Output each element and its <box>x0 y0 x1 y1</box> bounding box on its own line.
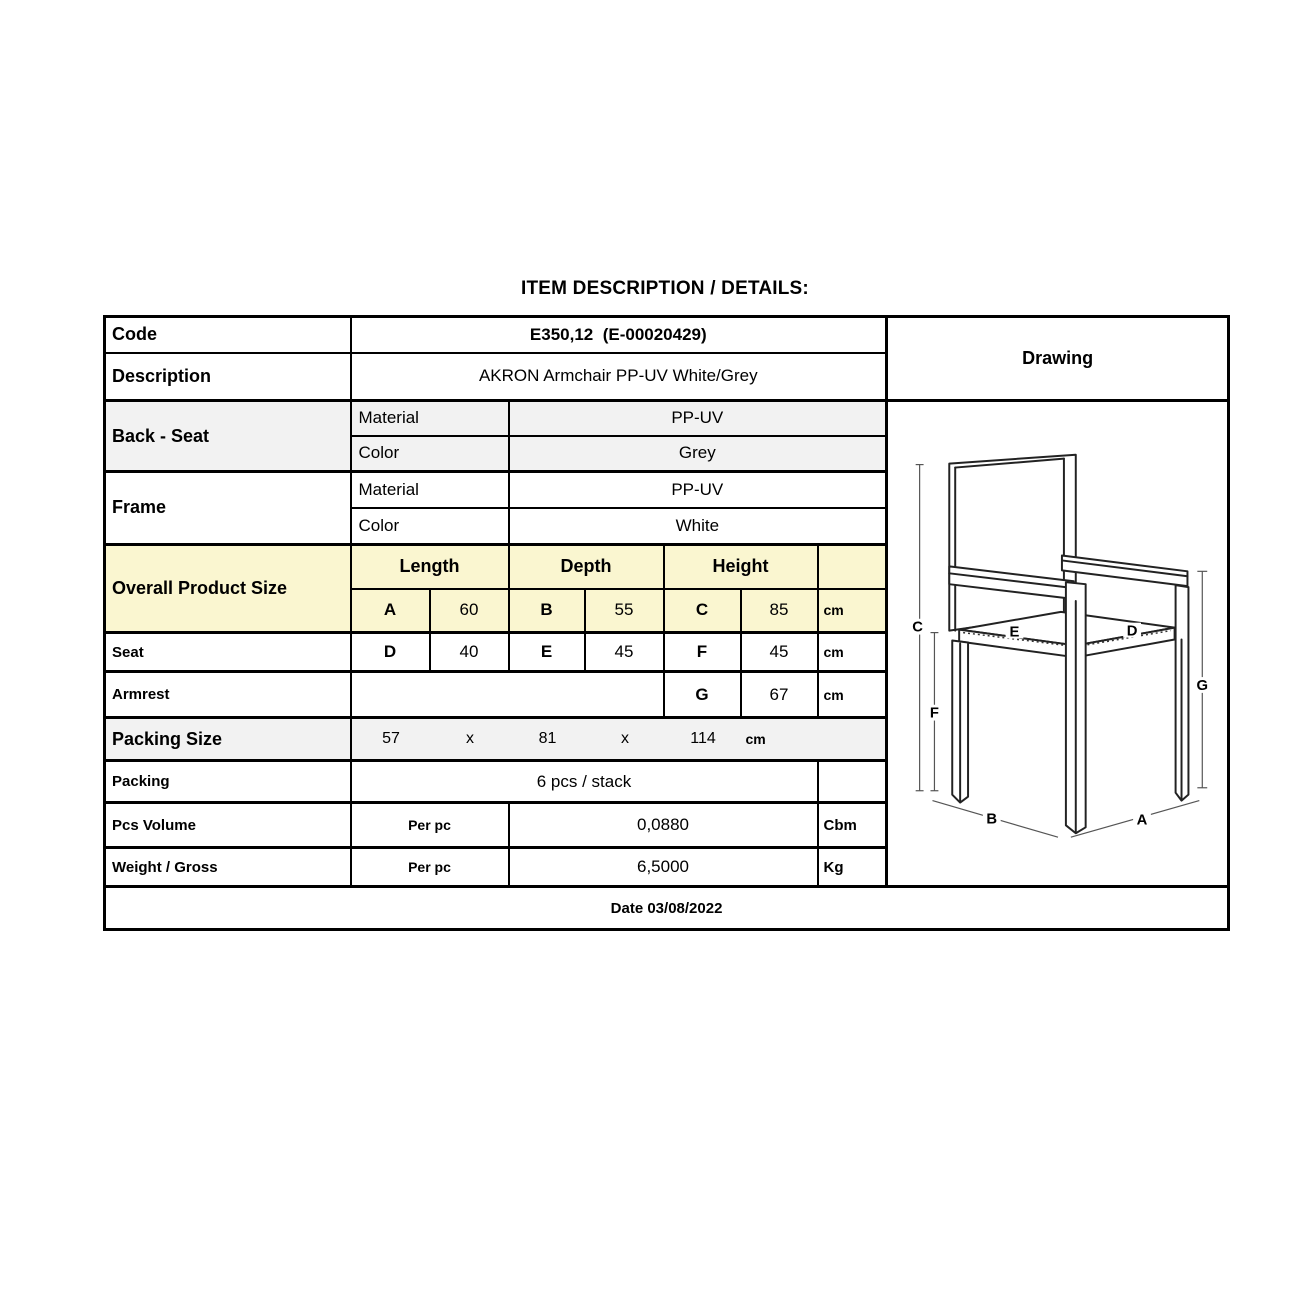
dim-c-value: 85 <box>741 589 818 633</box>
dim-a-key: A <box>351 589 430 633</box>
dim-label-b: B <box>986 811 998 828</box>
dim-label-d: D <box>1126 623 1138 640</box>
packing-size-values <box>351 718 887 761</box>
dim-a-value: 60 <box>430 589 509 633</box>
dim-e-key: E <box>509 633 585 672</box>
chair-drawing <box>888 402 1227 885</box>
frame-label: Frame <box>105 472 351 545</box>
dim-b-key: B <box>509 589 585 633</box>
page-title: ITEM DESCRIPTION / DETAILS: <box>521 278 809 299</box>
packing-value: 6 pcs / stack <box>351 761 818 803</box>
pcs-volume-unit: Cbm <box>818 803 887 848</box>
pcs-volume-value: 0,0880 <box>509 803 818 848</box>
chair-front-leg <box>1066 582 1086 833</box>
chair-back-panel <box>949 455 1076 631</box>
weight-gross-value: 6,5000 <box>509 848 818 887</box>
dim-b-value: 55 <box>585 589 664 633</box>
row-date <box>105 887 1229 930</box>
frame-color-value: White <box>509 508 887 544</box>
date-value: Date 03/08/2022 <box>105 887 1229 930</box>
back-seat-color-label: Color <box>351 436 509 472</box>
drawing-cell <box>887 401 1229 887</box>
dim-label-a: A <box>1136 812 1148 829</box>
dim-label-e: E <box>1009 624 1020 641</box>
back-seat-material-label: Material <box>351 401 509 436</box>
chair-right-leg <box>1176 585 1189 800</box>
code-label: Code <box>105 317 351 353</box>
drawing-header: Drawing <box>887 317 1229 401</box>
dim-g-value: 67 <box>741 672 818 718</box>
dim-d-key: D <box>351 633 430 672</box>
overall-size-label: Overall Product Size <box>105 544 351 633</box>
dim-f-key: F <box>664 633 741 672</box>
pcs-volume-basis: Per pc <box>351 803 509 848</box>
packing-size-label: Packing Size <box>105 718 351 761</box>
armrest-unit: cm <box>818 672 887 718</box>
seat-unit: cm <box>818 633 887 672</box>
armrest-spacer <box>351 672 664 718</box>
length-header: Length <box>351 544 509 589</box>
depth-header: Depth <box>509 544 664 589</box>
dim-d-value: 40 <box>430 633 509 672</box>
dim-label-c: C <box>912 619 924 636</box>
packing-size-depth: 81 <box>538 730 557 747</box>
chair-left-leg <box>952 641 968 803</box>
packing-size-sep1: x <box>466 730 474 747</box>
row-backseat-material <box>105 401 1229 436</box>
spec-table <box>103 315 1230 931</box>
frame-color-label: Color <box>351 508 509 544</box>
size-header-spacer <box>818 544 887 589</box>
code-value: E350,12 (E-00020429) <box>351 317 887 353</box>
back-seat-material-value: PP-UV <box>509 401 887 436</box>
back-seat-color-value: Grey <box>509 436 887 472</box>
dim-label-f: F <box>930 705 940 722</box>
pcs-volume-label: Pcs Volume <box>105 803 351 848</box>
dim-c-key: C <box>664 589 741 633</box>
frame-material-value: PP-UV <box>509 472 887 509</box>
dim-label-g: G <box>1196 677 1209 694</box>
height-header: Height <box>664 544 818 589</box>
weight-gross-unit: Kg <box>818 848 887 887</box>
packing-size-width: 57 <box>382 730 400 747</box>
back-seat-label: Back - Seat <box>105 401 351 472</box>
packing-label: Packing <box>105 761 351 803</box>
description-label: Description <box>105 353 351 401</box>
description-value: AKRON Armchair PP-UV White/Grey <box>351 353 887 401</box>
packing-size-height: 114 <box>690 730 716 747</box>
seat-label: Seat <box>105 633 351 672</box>
packing-size-sep2: x <box>621 730 629 747</box>
packing-size-unit: cm <box>745 731 766 747</box>
weight-gross-label: Weight / Gross <box>105 848 351 887</box>
dim-g-key: G <box>664 672 741 718</box>
frame-material-label: Material <box>351 472 509 509</box>
chair-right-armrest <box>1062 556 1188 587</box>
overall-unit: cm <box>818 589 887 633</box>
dim-e-value: 45 <box>585 633 664 672</box>
dim-f-value: 45 <box>741 633 818 672</box>
armrest-label: Armrest <box>105 672 351 718</box>
packing-spacer <box>818 761 887 803</box>
weight-gross-basis: Per pc <box>351 848 509 887</box>
row-code <box>105 317 1229 353</box>
